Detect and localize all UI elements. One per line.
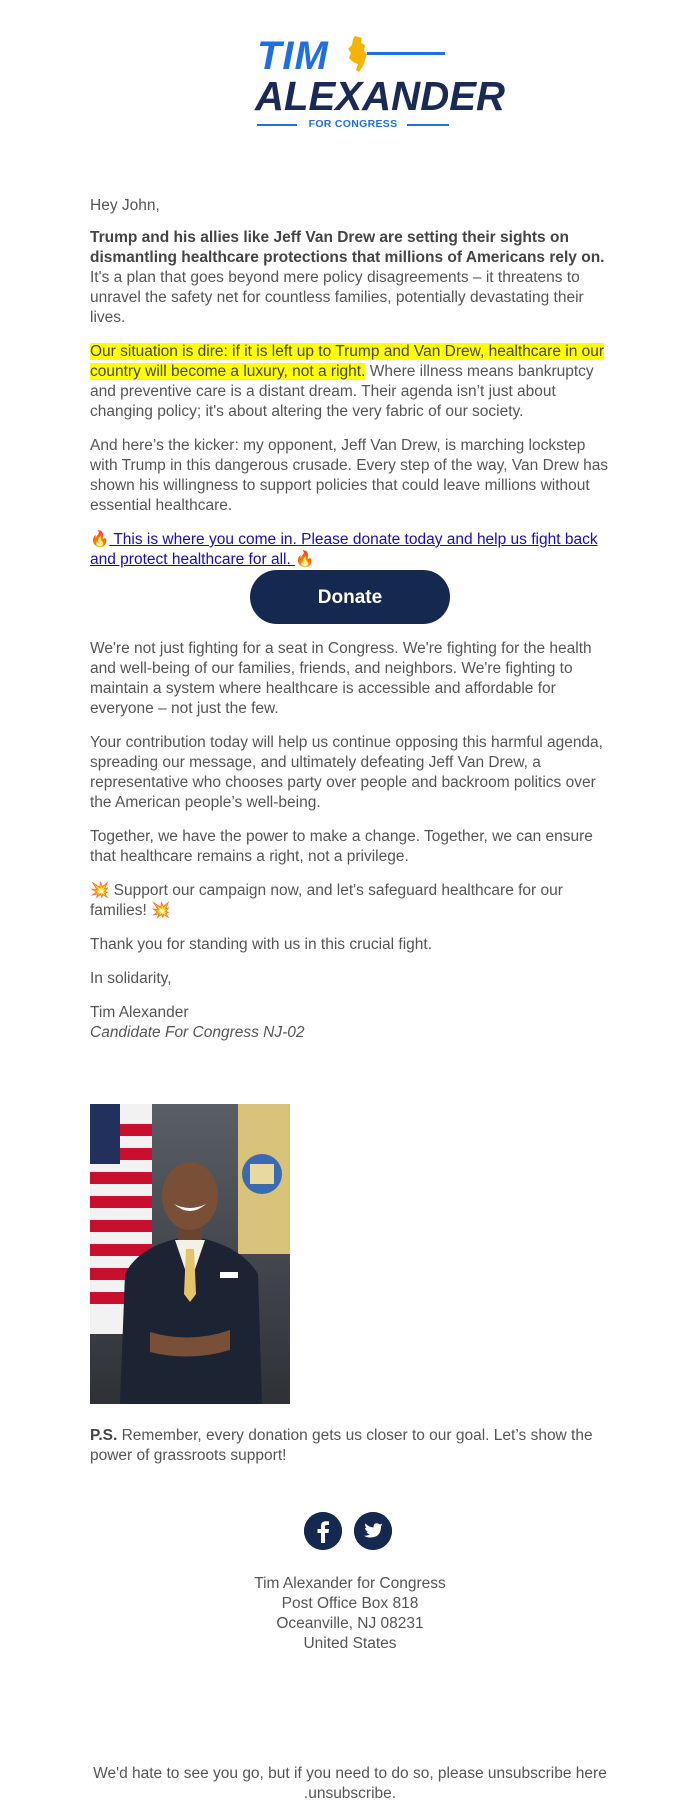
burst-icon: 💥	[90, 882, 110, 899]
donate-cta-link[interactable]: This is where you come in. Please donate today and help us fight back and protect healthcare for all.	[90, 531, 598, 568]
signature	[90, 1003, 610, 1043]
donate-button-wrap	[250, 570, 450, 624]
paragraph-7-text: Support our campaign now, and let's safeguard healthcare for our families!	[90, 882, 563, 919]
ps-body: Remember, every donation gets us closer to our goal. Let’s show the power of grassroots support!	[90, 1427, 593, 1464]
nj-flag-icon	[238, 1104, 290, 1254]
paragraph-2-rest: Where illness means bankruptcy and preventive care is a distant dream. Their agenda isn’t just about changing policy; it's about altering the very fabric of our society.	[90, 363, 594, 420]
paragraph-1-bold: Trump and his allies like Jeff Van Drew are setting their sights on dismantling healthcare protections that millions of Americans rely on.	[90, 229, 605, 266]
fire-icon: 🔥	[90, 531, 110, 548]
facebook-icon[interactable]	[304, 1512, 342, 1550]
postscript	[90, 1426, 610, 1466]
social-links	[304, 1512, 394, 1552]
logo-divider-left	[257, 124, 297, 126]
campaign-logo	[255, 34, 506, 136]
donate-cta	[90, 530, 610, 570]
paragraph-5: Your contribution today will help us continue opposing this harmful agenda, spreading our message, and ultimately defeating Jeff Van Drew, a representative who chooses party over people and backroom politics over the American people’s well-being.	[90, 734, 603, 811]
paragraph-3: And here’s the kicker: my opponent, Jeff Van Drew, is marching lockstep with Trump in this dangerous crusade. Every step of the way, Van Drew has shown his willingness to support policies that could leave millions without essential healthcare.	[90, 437, 609, 514]
logo-first-name: TIM	[257, 34, 329, 78]
fire-icon: 🔥	[295, 551, 315, 568]
greeting: Hey John,	[90, 197, 160, 214]
paragraph-2	[90, 342, 610, 422]
footer-address-line-2: Oceanville, NJ 08231	[276, 1615, 424, 1632]
paragraph-7	[90, 881, 610, 921]
paragraph-6: Together, we have the power to make a change. Together, we can ensure that healthcare remains a right, not a privilege.	[90, 828, 593, 865]
logo-subtitle: FOR CONGRESS	[308, 118, 398, 130]
paragraph-1	[90, 228, 610, 328]
footer-country: United States	[303, 1635, 397, 1652]
logo-last-name: ALEXANDER	[255, 73, 506, 119]
logo-divider-right	[407, 124, 449, 126]
twitter-icon[interactable]	[354, 1512, 392, 1550]
paragraph-1-rest: It's a plan that goes beyond mere policy disagreements – it threatens to unravel the safety net for countless families, potentially devastating their lives.	[90, 269, 584, 326]
new-jersey-icon	[347, 36, 369, 74]
letter-body-continued	[90, 639, 610, 1043]
closing: In solidarity,	[90, 970, 172, 987]
postscript-text	[90, 1426, 610, 1466]
logo-divider-top	[367, 52, 445, 55]
candidate-photo	[90, 1104, 290, 1404]
highlighted-text: Our situation is dire: if it is left up to Trump and Van Drew, healthcare in our country will become a luxury, not a right.	[90, 343, 605, 380]
footer-org: Tim Alexander for Congress	[254, 1575, 446, 1592]
paragraph-4: We're not just fighting for a seat in Congress. We're fighting for the health and well-being of our families, friends, and neighbors. We're fighting to maintain a system where healthcare is accessible and affordable for everyone – not just the few.	[90, 640, 592, 717]
ps-label: P.S.	[90, 1427, 118, 1444]
burst-icon: 💥	[151, 902, 171, 919]
letter-body	[90, 196, 610, 570]
footer-address-line-1: Post Office Box 818	[281, 1595, 419, 1612]
footer-address	[0, 1574, 700, 1654]
unsubscribe-text[interactable]: We'd hate to see you go, but if you need to do so, please unsubscribe here .unsubscribe.	[93, 1765, 607, 1802]
signer-title: Candidate For Congress NJ-02	[90, 1024, 305, 1041]
donate-button[interactable]: Donate	[250, 570, 450, 624]
signer-name: Tim Alexander	[90, 1004, 189, 1021]
paragraph-8: Thank you for standing with us in this crucial fight.	[90, 936, 433, 953]
